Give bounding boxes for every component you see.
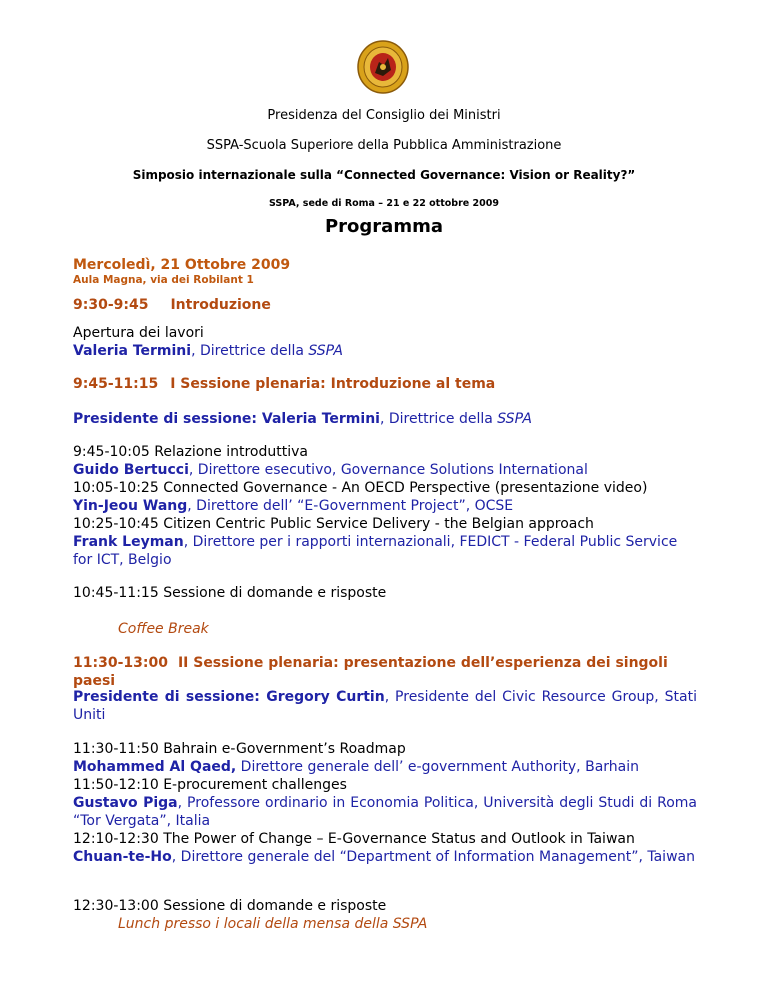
speaker-name: Chuan-te-Ho — [73, 849, 172, 865]
speaker-name: Mohammed Al Qaed, — [73, 759, 237, 775]
session-3-qa: 12:30-13:00 Sessione di domande e risposte — [73, 898, 387, 914]
talk-6-speaker — [73, 848, 697, 866]
session-1-title: Introduzione — [170, 297, 271, 313]
page-title: Programma — [324, 216, 443, 237]
symposium-title: Simposio internazionale sulla “Connected Governance: Vision or Reality?” — [132, 168, 636, 182]
talk-1-speaker — [73, 461, 697, 479]
session-1-heading — [73, 296, 697, 314]
speaker-role-org: SSPA — [308, 343, 344, 359]
talk-3-speaker — [73, 533, 697, 569]
session-3-time: 11:30-13:00 — [73, 655, 168, 671]
speaker-role: , Direttore per i rapporti internazionali, FEDICT - Federal Public Service for ICT, Belgio — [73, 534, 678, 568]
speaker-role: , Direttore generale del “Department of Information Management”, Taiwan — [171, 849, 695, 865]
chair-role: , Direttrice della — [379, 411, 498, 427]
session-1-opening: Apertura dei lavori — [73, 325, 204, 341]
talk-4-speaker — [73, 758, 697, 776]
day-date: Mercoledì, 21 Ottobre 2009 — [73, 257, 291, 273]
sspa-seal-logo — [357, 40, 409, 94]
day-venue: Aula Magna, via dei Robilant 1 — [73, 274, 254, 286]
speaker-role: Direttore generale dell’ e-government Authority, Barhain — [236, 759, 639, 775]
lunch-break: Lunch presso i locali della mensa della SSPA — [118, 916, 428, 932]
talk-6-time-title: 12:10-12:30 The Power of Change – E-Governance Status and Outlook in Taiwan — [73, 831, 635, 847]
talk-3-time-title: 10:25-10:45 Citizen Centric Public Service Delivery - the Belgian approach — [73, 516, 594, 532]
talk-4-time-title: 11:30-11:50 Bahrain e-Government’s Roadmap — [73, 741, 406, 757]
session-1-time: 9:30-9:45 — [73, 297, 149, 313]
talk-1-time-title: 9:45-10:05 Relazione introduttiva — [73, 444, 308, 460]
speaker-name: Yin-Jeou Wang — [73, 498, 188, 514]
session-2-time: 9:45-11:15 — [73, 376, 159, 392]
speaker-role: , Professore ordinario in Economia Politica, Università degli Studi di Roma “Tor Vergata”, Italia — [73, 795, 698, 829]
speaker-name: Guido Bertucci — [73, 462, 189, 478]
speaker-role: , Direttrice della — [191, 343, 309, 359]
session-2-chair — [73, 410, 697, 428]
talk-5-speaker — [73, 794, 697, 830]
header-line-2: SSPA-Scuola Superiore della Pubblica Amministrazione — [206, 138, 562, 153]
session-2-heading — [73, 375, 697, 393]
speaker-name: Gustavo Piga — [73, 795, 178, 811]
chair-label: Presidente di sessione: Valeria Termini — [73, 411, 380, 427]
talk-2-speaker — [73, 497, 697, 515]
venue-date-line: SSPA, sede di Roma – 21 e 22 ottobre 2009 — [269, 198, 499, 209]
chair-role-org: SSPA — [497, 411, 532, 427]
talk-5-time-title: 11:50-12:10 E-procurement challenges — [73, 777, 347, 793]
session-2-title: I Sessione plenaria: Introduzione al tema — [170, 376, 496, 392]
talk-2-time-title: 10:05-10:25 Connected Governance - An OECD Perspective (presentazione video) — [73, 480, 648, 496]
session-3-chair — [73, 688, 697, 724]
speaker-role: , Direttore dell’ “E-Government Project”, OCSE — [187, 498, 514, 514]
session-3-title: II Sessione plenaria: presentazione dell’esperienza dei singoli paesi — [73, 655, 668, 689]
session-3-heading — [73, 654, 697, 690]
speaker-role: , Direttore esecutivo, Governance Solutions International — [188, 462, 588, 478]
session-1-speaker — [73, 342, 697, 360]
coffee-break: Coffee Break — [118, 621, 209, 637]
session-2-qa: 10:45-11:15 Sessione di domande e risposte — [73, 585, 387, 601]
speaker-name: Frank Leyman — [73, 534, 184, 550]
chair-role: , Presidente del Civic Resource Group, Stati Uniti — [73, 689, 697, 723]
chair-label: Presidente di sessione: Gregory Curtin — [73, 689, 385, 705]
header-line-1: Presidenza del Consiglio dei Ministri — [267, 108, 501, 123]
speaker-name: Valeria Termini — [73, 343, 192, 359]
